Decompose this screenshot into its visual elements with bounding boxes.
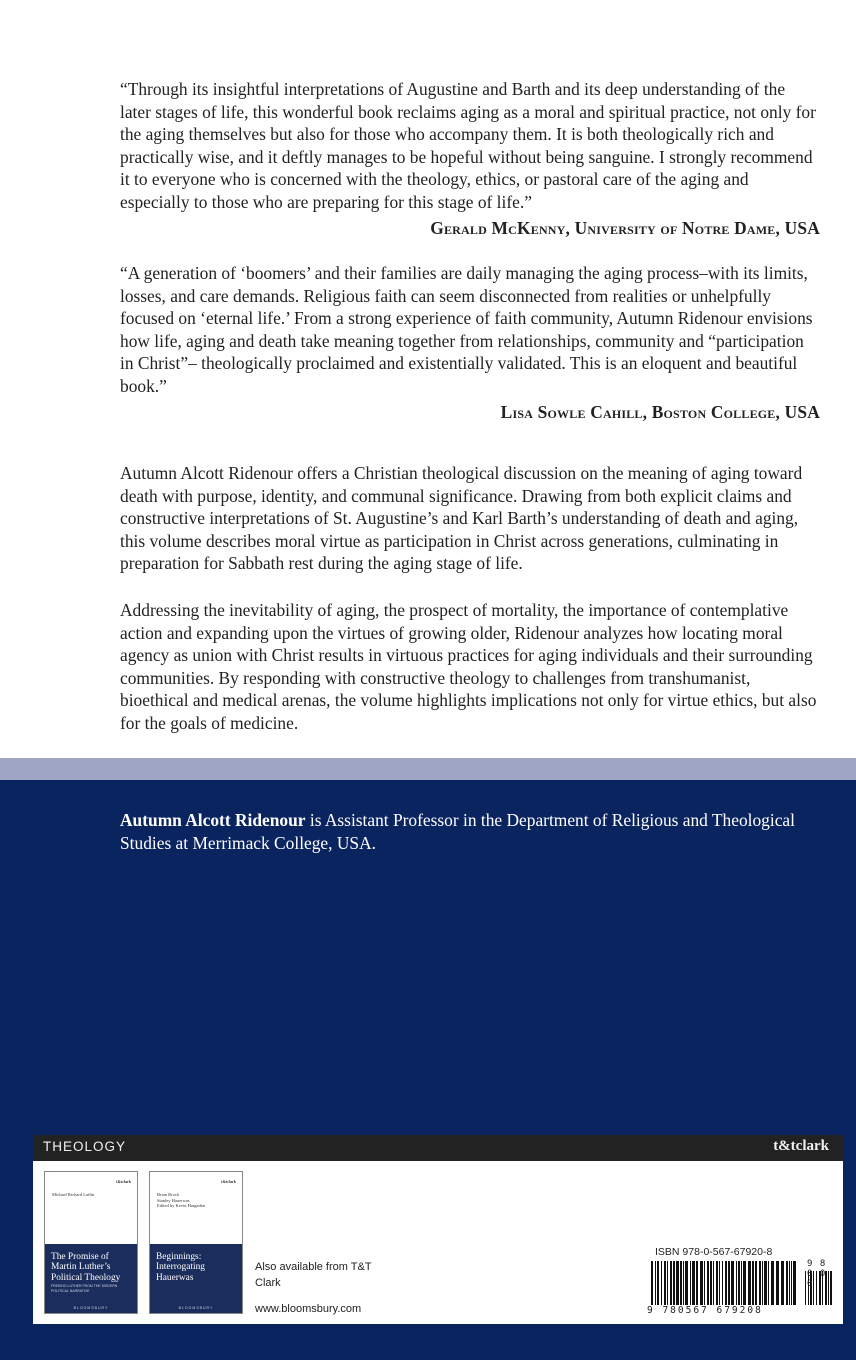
barcode-bar [755, 1261, 757, 1305]
website-link[interactable]: www.bloomsbury.com [255, 1303, 362, 1315]
book-authors: Brian Brock Stanley Hauerwas Edited by Kevin Hargaden [157, 1192, 206, 1208]
barcode-bar [690, 1261, 691, 1305]
barcode-bar [667, 1261, 668, 1305]
author-bio [120, 809, 820, 855]
barcode-bar [673, 1261, 675, 1305]
barcode-bar [722, 1261, 723, 1305]
barcode-bar [731, 1261, 734, 1305]
also-available-panel [33, 1161, 843, 1324]
category-label: THEOLOGY [43, 1139, 127, 1154]
isbn-label: ISBN 978-0-567-67920-8 [655, 1246, 773, 1258]
book-publisher-logo: t&tclark [221, 1179, 236, 1184]
barcode-bar [762, 1261, 763, 1305]
endorsement-1 [120, 78, 820, 239]
barcode-bar [781, 1261, 784, 1305]
book-thumbnail [44, 1171, 138, 1314]
barcode-bar [748, 1261, 751, 1305]
barcode-bar [716, 1261, 718, 1305]
divider-stripe [0, 758, 856, 780]
barcode-bar [728, 1261, 730, 1305]
book-authors: Michael Richard Laffin [52, 1192, 95, 1197]
barcode-bar [655, 1261, 656, 1305]
barcode-bar [692, 1261, 695, 1305]
barcode-bar [676, 1261, 679, 1305]
barcode-bar [741, 1261, 742, 1305]
barcode-bar [719, 1261, 720, 1305]
barcode-bar [743, 1261, 746, 1305]
description-paragraph-2: Addressing the inevitability of aging, the prospect of mortality, the importance of contemplative action and expanding upon the virtues of growing older, Ridenour analyzes how locating moral agency as union with Christ results in virtuous practices for aging individuals and their surrounding communities. By responding with constructive theology to challenges from transhumanist, bioethical and medical arenas, the volume highlights implications not only for virtue ethics, but also for the goals of medicine. [120, 600, 817, 733]
category-bar [33, 1135, 843, 1161]
endorsement-attribution: Gerald McKenny, University of Notre Dame, USA [430, 217, 820, 238]
book-imprint: BLOOMSBURY [178, 1306, 214, 1310]
book-cover-band [45, 1244, 137, 1314]
book-subtitle: FREEING LUTHER FROM THE MODERN POLITICAL NARRATIVE [51, 1284, 118, 1293]
barcode-bar [725, 1261, 727, 1305]
endorsement-attribution: Lisa Sowle Cahill, Boston College, USA [500, 401, 820, 422]
book-title: Beginnings: Interrogating Hauerwas [156, 1252, 205, 1283]
barcode-bar [786, 1261, 788, 1305]
barcode-bar [771, 1261, 774, 1305]
barcode-digits: 9 780567 679208 [647, 1305, 763, 1316]
barcode-bar [738, 1261, 740, 1305]
description-paragraph-1: Autumn Alcott Ridenour offers a Christian theological discussion on the meaning of aging toward death with purpose, identity, and communal significance. Drawing from both explicit claims and constructive interpretations of St. Augustine’s and Karl Barth’s understanding of death and aging, this volume describes moral virtue as participation in Christ across generations, culminating in preparation for Sabbath rest during the aging stage of life. [120, 463, 803, 574]
barcode-bar [661, 1261, 662, 1305]
barcode-addon-bar [805, 1271, 806, 1305]
barcode-bar [664, 1261, 666, 1305]
barcode-bar [793, 1261, 796, 1305]
barcode-bar [685, 1261, 688, 1305]
barcode-bar [791, 1261, 792, 1305]
barcode-bar [707, 1261, 709, 1305]
endorsement-2 [120, 262, 820, 423]
book-title: The Promise of Martin Luther’s Political Theology [51, 1252, 121, 1283]
publisher-logo: t&tclark [773, 1138, 829, 1154]
barcode-bar [713, 1261, 714, 1305]
barcode-addon-digits: 9 8 0 0 0 [807, 1259, 827, 1289]
barcode-bar [759, 1261, 761, 1305]
barcode-bar [752, 1261, 754, 1305]
barcode-bar [710, 1261, 712, 1305]
barcode-bar [696, 1261, 698, 1305]
barcode-bar [700, 1261, 703, 1305]
barcode [647, 1259, 837, 1319]
barcode-bar [657, 1261, 659, 1305]
book-cover-band [150, 1244, 242, 1314]
book-imprint: BLOOMSBURY [73, 1306, 109, 1310]
barcode-bar [683, 1261, 684, 1305]
author-name: Autumn Alcott Ridenour [120, 810, 306, 830]
barcode-bar [764, 1261, 767, 1305]
barcode-bar [651, 1261, 653, 1305]
barcode-bar [670, 1261, 672, 1305]
barcode-bar [776, 1261, 779, 1305]
endorsement-quote: “Through its insightful interpretations of Augustine and Barth and its deep understanding of the later stages of life, this wonderful book reclaims aging as a moral and spiritual practice, not only for the aging themselves but also for those who accompany them. It is both theologically rich and practically wise, and it deftly manages to be hopeful without being sanguine. I strongly recommend it to everyone who is concerned with the theology, ethics, or pastoral care of the aging and especially to those who are preparing for this stage of life.” [120, 79, 816, 212]
author-bio-text: is Assistant Professor in the Department of Religious and Theological Studies at Merrimack College, USA. [120, 810, 795, 853]
book-thumbnail [149, 1171, 243, 1314]
barcode-bar [680, 1261, 682, 1305]
endorsement-quote: “A generation of ‘boomers’ and their families are daily managing the aging process–with its limits, losses, and care demands. Religious faith can seem disconnected from realities or unhelpfully focused on ‘eternal life.’ From a strong experience of faith community, Autumn Ridenour envisions how life, aging and death take meaning together from relationships, community and “participation in Christ”– theologically proclaimed and existentially validated. This is an eloquent and beautiful book.” [120, 263, 813, 396]
also-available-label: Also available from T&T Clark [255, 1261, 372, 1289]
barcode-bar [768, 1261, 769, 1305]
barcode-bar [704, 1261, 705, 1305]
book-publisher-logo: t&tclark [116, 1179, 131, 1184]
barcode-bar [736, 1261, 737, 1305]
barcode-bar [789, 1261, 790, 1305]
